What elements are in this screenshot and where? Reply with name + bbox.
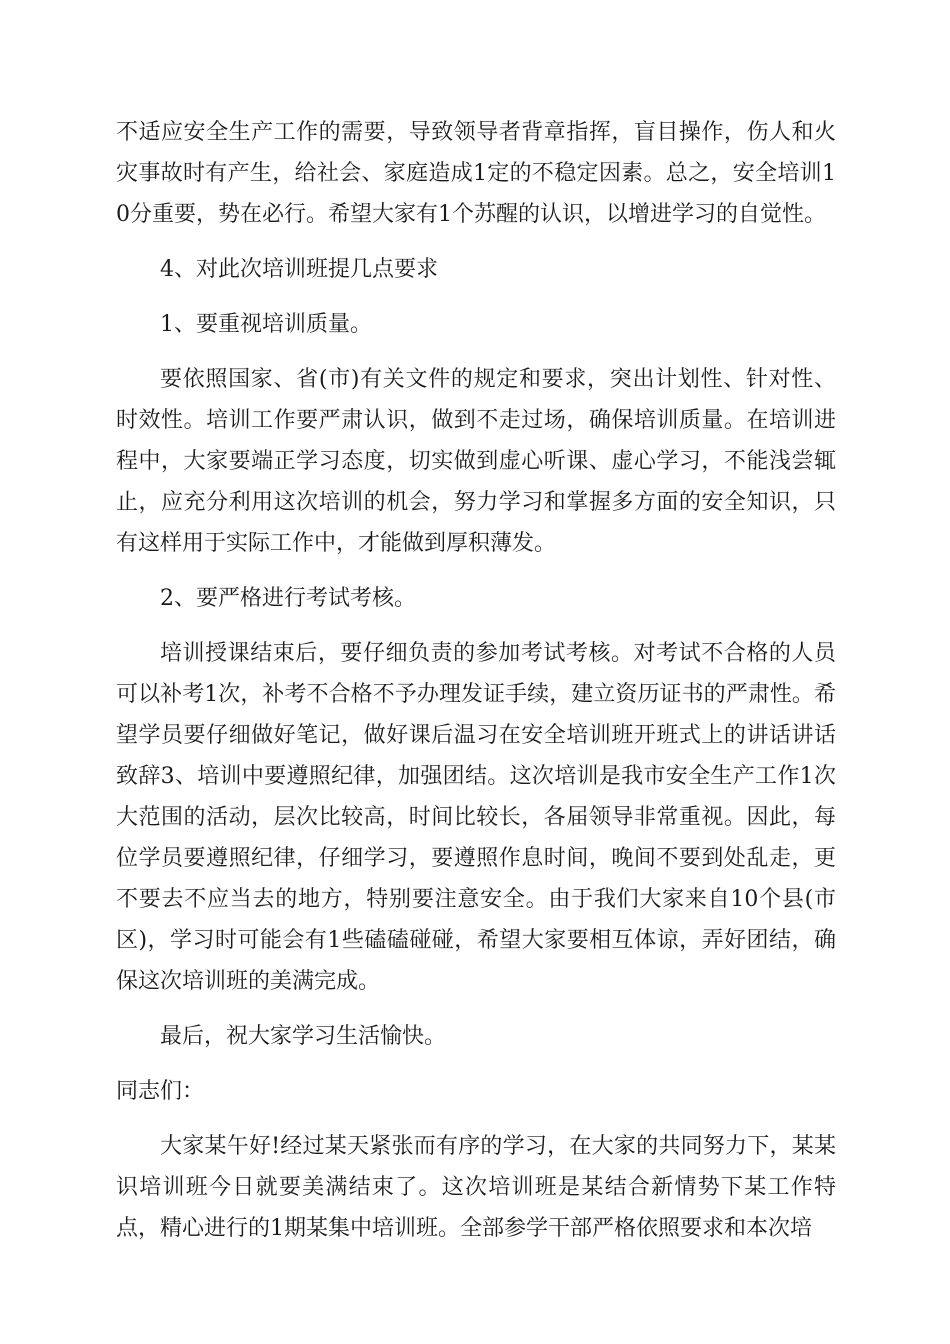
paragraph-closing-wish: 最后，祝大家学习生活愉快。	[160, 1024, 447, 1049]
heading-training-requirements: 4、对此次培训班提几点要求	[160, 257, 438, 282]
document-body	[116, 112, 836, 1249]
paragraph-exam-assessment: 培训授课结束后，要仔细负责的参加考试考核。对考试不合格的人员可以补考1次，补考不合格不予办理发证手续，建立资历证书的严肃性。希望学员要仔细做好笔记，做好课后温习在安全培训班开班式上的讲话讲话致辞3、培训中要遵照纪律，加强团结。这次培训是我市安全生产工作1次大范围的活动，层次比较高，时间比较长，各届领导非常重视。因此，每位学员要遵照纪律，仔细学习，要遵照作息时间，晚间不要到处乱走，更不要去不应当去的地方，特别要注意安全。由于我们大家来自10个县(市区)，学习时可能会有1些磕磕碰碰，希望大家要相互体谅，弄好团结，确保这次培训班的美满完成。	[116, 641, 836, 994]
paragraph-greeting: 大家某午好!经过某天紧张而有序的学习，在大家的共同努力下，某某识培训班今日就要美满结束了。这次培训班是某结合新情势下某工作特点，精心进行的1期某集中培训班。全部参学干部严格依照要求和本次培	[116, 1134, 836, 1241]
salutation: 同志们：	[116, 1079, 205, 1104]
heading-exam-assessment: 2、要严格进行考试考核。	[160, 586, 416, 611]
paragraph-training-quality: 要依照国家、省(市)有关文件的规定和要求，突出计划性、针对性、时效性。培训工作要严肃认识，做到不走过场，确保培训质量。在培训进程中，大家要端正学习态度，切实做到虚心听课、虚心学习，不能浅尝辄止，应充分利用这次培训的机会，努力学习和掌握多方面的安全知识，只有这样用于实际工作中，才能做到厚积薄发。	[116, 367, 836, 556]
paragraph-safety-importance: 不适应安全生产工作的需要，导致领导者背章指挥，盲目操作，伤人和火灾事故时有产生，给社会、家庭造成1定的不稳定因素。总之，安全培训10分重要，势在必行。希望大家有1个苏醒的认识，以增进学习的自觉性。	[116, 120, 836, 227]
heading-training-quality: 1、要重视培训质量。	[160, 312, 372, 337]
